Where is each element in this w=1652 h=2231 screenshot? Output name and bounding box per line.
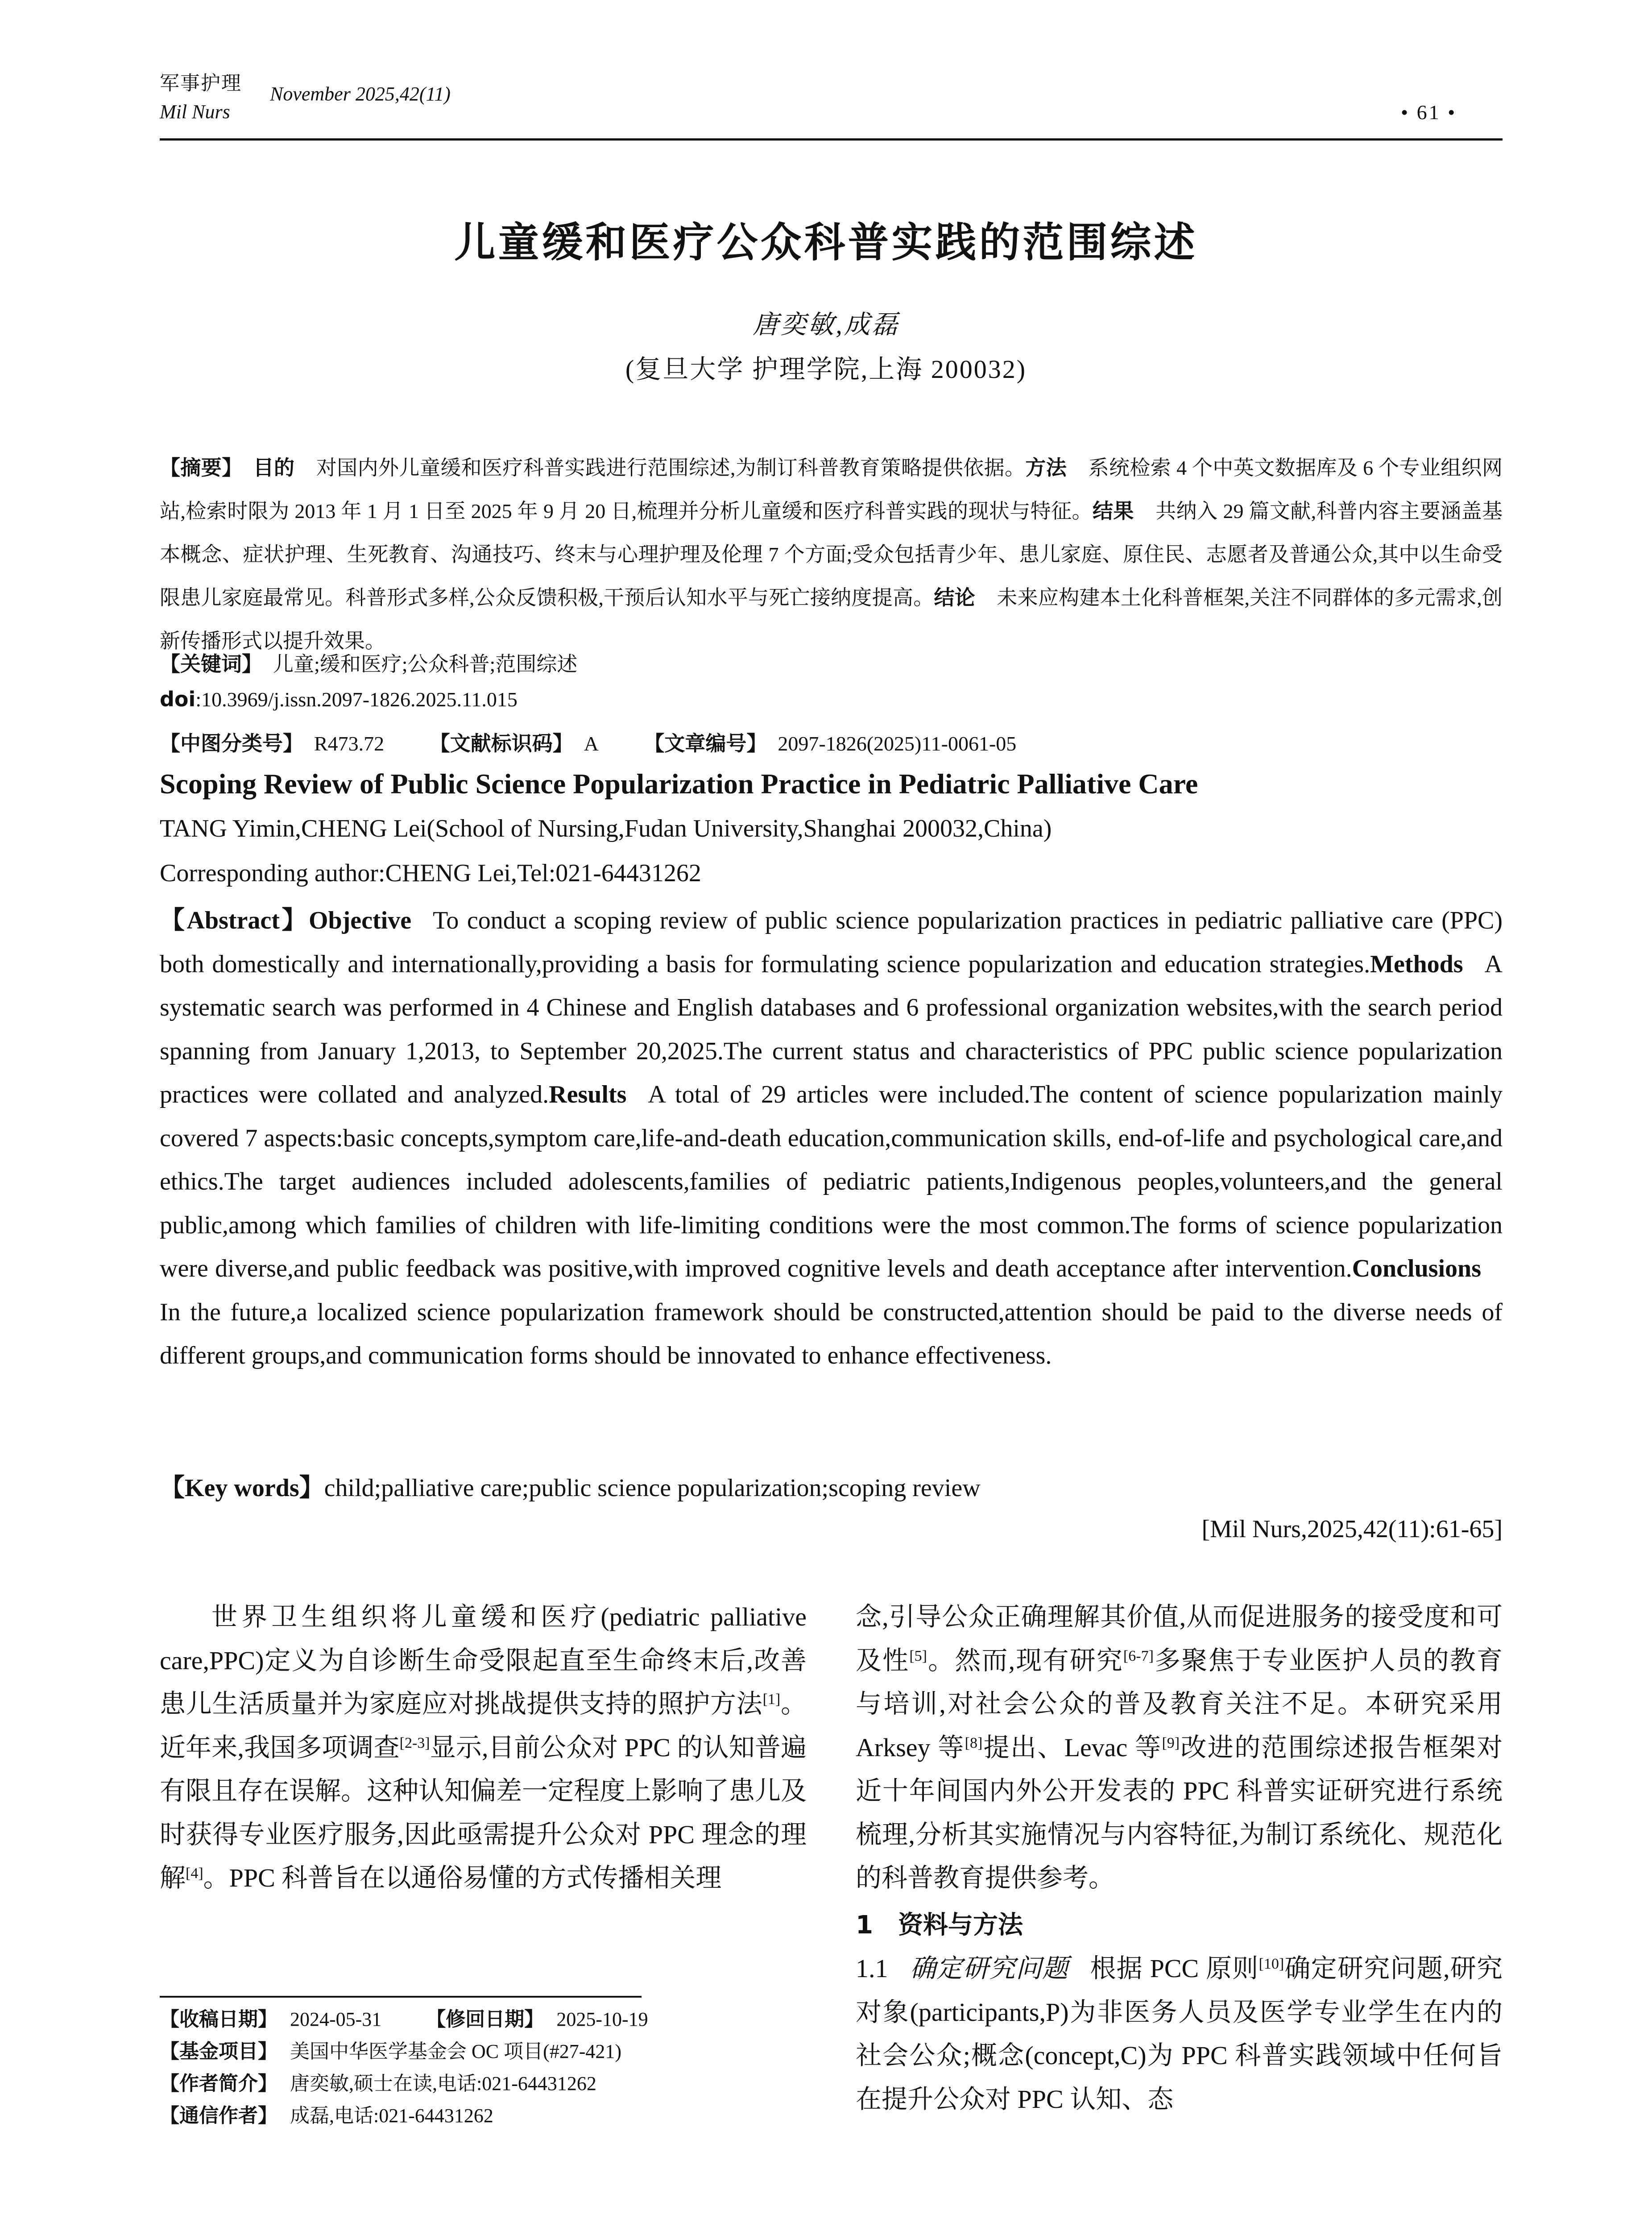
methods-en-text: A systematic search was performed in 4 Chinese and English databases and 6 professional organization websites,with the search period spanning from January 1,2013, to September 20,2025.The current status and characteristics of PPC public science popularization practices were collated and analyzed.: [160, 950, 1503, 1108]
footnote-corr: [160, 2100, 648, 2132]
conclusion-text: 未来应构建本土化科普框架,关注不同群体的多元需求,创新传播形式以提升效果。: [160, 586, 1503, 652]
abstract-cn: [160, 446, 1503, 663]
objective-en-label: Objective: [308, 907, 412, 934]
ref-9[interactable]: [9]: [1162, 1734, 1180, 1751]
conclusions-en-text: In the future,a localized science popularization framework should be constructed,attention should be paid to the diverse needs of different groups,and communication forms should be innovated to enhance effectiveness.: [160, 1298, 1503, 1369]
ref-8[interactable]: [8]: [965, 1734, 983, 1751]
doc-code-value: A: [584, 732, 599, 755]
intro-paragraph: [160, 1595, 807, 1900]
fund-tag: 【基金项目】: [160, 2040, 277, 2063]
section-heading-1: 1 资料与方法: [856, 1910, 1023, 1940]
intro-text-7: 多聚焦于专业医护人员的教育与培训,对社会公众的普及教育关注不足。本研究采用 Arksey 等: [856, 1646, 1503, 1762]
objective-label: 目的: [253, 456, 295, 480]
keywords-en-tag: 【Key words】: [160, 1474, 324, 1502]
intro-text-2: 。近年来,我国多项调查: [160, 1689, 807, 1762]
results-text: 共纳入 29 篇文献,科普内容主要涵盖基本概念、症状护理、生死教育、沟通技巧、终末与心理护理及伦理 7 个方面;受众包括青少年、患儿家庭、原住民、志愿者及普通公众,其中以生命受限患儿家庭最常见。科普形式多样,公众反馈积极,干预后认知水平与死亡接纳度提高。: [160, 500, 1503, 609]
body-column-left: [160, 1595, 807, 1900]
intro-text-8: 提出、Levac 等: [982, 1733, 1162, 1762]
intro-text-5: 念,引导公众正确理解其价值,从而促进服务的接受度和可及性: [856, 1602, 1503, 1675]
intro-text-9: 改进的范围综述报告框架对近十年间国内外公开发表的 PPC 科普实证研究进行系统梳理,分析其实施情况与内容特征,为制订系统化、规范化的科普教育提供参考。: [856, 1733, 1503, 1892]
page-number: • 61 •: [1401, 101, 1457, 124]
corr-tag: 【通信作者】: [160, 2104, 277, 2127]
revised-date: 2025-10-19: [556, 2008, 648, 2030]
received-date: 2024-05-31: [290, 2008, 382, 2030]
english-authors: TANG Yimin,CHENG Lei(School of Nursing,Fudan University,Shanghai 200032,China): [160, 815, 1052, 842]
methods-text: 系统检索 4 个中英文数据库及 6 个专业组织网站,检索时限为 2013 年 1 月 1 日至 2025 年 9 月 20 日,梳理并分析儿童缓和医疗科普实践的现状与特征。: [160, 456, 1503, 523]
footnotes: [160, 2003, 648, 2132]
keywords-en-value: child;palliative care;public science popularization;scoping review: [324, 1474, 981, 1502]
intro-paragraph-cont: [856, 1595, 1503, 1900]
abstract-cn-tag: 【摘要】: [160, 456, 243, 480]
article-no-tag: 【文章编号】: [644, 731, 767, 755]
authors: 唐奕敏,成磊: [753, 310, 899, 339]
classification-line: [160, 727, 1016, 757]
corresponding-author: Corresponding author:CHENG Lei,Tel:021-64431262: [160, 859, 701, 887]
keywords-en: [160, 1468, 981, 1504]
results-en-text: A total of 29 articles were included.The content of science popularization mainly covered 7 aspects:basic concepts,symptom care,life-and-death education,communication skills, end-of-life and psychological care,and ethics.The target audiences included adolescents,families of pediatric patients,Indigenous peoples,volunteers,and the general public,among which families of children with life-limiting conditions were the most common.The forms of science popularization were diverse,and public feedback was positive,with improved cognitive levels and death acceptance after intervention.: [160, 1081, 1503, 1282]
doi-label: doi: [160, 687, 196, 711]
keywords-cn-tag: 【关键词】: [160, 652, 262, 676]
received-tag: 【收稿日期】: [160, 2008, 277, 2031]
body-column-right: [856, 1595, 1503, 2121]
keywords-cn: [160, 643, 1503, 686]
intro-text-3: 显示,目前公众对 PPC 的认知普遍有限且存在误解。这种认知偏差一定程度上影响了患儿及时获得专业医疗服务,因此亟需提升公众对 PPC 理念的理解: [160, 1733, 807, 1892]
footnote-fund: [160, 2036, 648, 2068]
revised-tag: 【修回日期】: [426, 2008, 544, 2031]
footnote-rule: [160, 1996, 642, 1998]
objective-text: 对国内外儿童缓和医疗科普实践进行范围综述,为制订科普教育策略提供依据。: [316, 456, 1026, 479]
page-title: 儿童缓和医疗公众科普实践的范围综述: [454, 219, 1198, 266]
subsection-text-1: 根据 PCC 原则: [1090, 1954, 1259, 1983]
article-no-value: 2097-1826(2025)11-0061-05: [778, 732, 1017, 755]
ref-4[interactable]: [4]: [186, 1865, 203, 1882]
subsection-text-2: 确定研究问题,研究对象(participants,P)为非医务人员及医学专业学生在内的社会公众;概念(concept,C)为 PPC 科普实践领域中任何旨在提升公众对 PPC 认知、态: [856, 1954, 1503, 2114]
results-label: 结果: [1092, 499, 1134, 523]
intro-text-1: 世界卫生组织将儿童缓和医疗(pediatric palliative care,PPC)定义为自诊断生命受限起直至生命终末后,改善患儿生活质量并为家庭应对挑战提供支持的照护方法: [160, 1602, 807, 1718]
header-rule: [160, 138, 1503, 141]
ref-5[interactable]: [5]: [909, 1647, 927, 1664]
corr-value: 成磊,电话:021-64431262: [290, 2105, 493, 2127]
keywords-cn-value: 儿童;缓和医疗;公众科普;范围综述: [273, 653, 578, 676]
conclusions-en-label: Conclusions: [1352, 1255, 1481, 1282]
footnote-author: [160, 2068, 648, 2100]
journal-name-en: Mil Nurs: [160, 101, 230, 123]
intro-text-6: 。然而,现有研究: [927, 1646, 1123, 1675]
clc-value: R473.72: [314, 732, 385, 755]
english-title: Scoping Review of Public Science Popularization Practice in Pediatric Palliative Care: [160, 768, 1198, 800]
abstract-en-tag: 【Abstract】: [160, 907, 309, 934]
footnote-dates: [160, 2003, 648, 2036]
fund-value: 美国中华医学基金会 OC 项目(#27-421): [290, 2040, 622, 2062]
issue-date: November 2025,42(11): [270, 83, 451, 105]
subsection-title: 确定研究问题: [909, 1954, 1069, 1983]
affiliation: (复旦大学 护理学院,上海 200032): [625, 355, 1027, 384]
ref-2-3[interactable]: [2-3]: [399, 1734, 430, 1751]
clc-tag: 【中图分类号】: [160, 731, 303, 755]
objective-en-text: To conduct a scoping review of public science popularization practices in pediatric palliative care (PPC) both domestically and internationally,providing a basis for formulating science popularization and education strategies.: [160, 907, 1503, 978]
ref-6-7[interactable]: [6-7]: [1123, 1647, 1154, 1664]
author-bio-value: 唐奕敏,硕士在读,电话:021-64431262: [290, 2073, 596, 2094]
abstract-en: [160, 899, 1503, 1378]
intro-text-4: 。PPC 科普旨在以通俗易懂的方式传播相关理: [203, 1863, 722, 1892]
methods-label: 方法: [1025, 456, 1067, 480]
methods-en-label: Methods: [1370, 950, 1463, 978]
results-en-label: Results: [549, 1081, 627, 1108]
ref-1[interactable]: [1]: [762, 1691, 781, 1708]
author-bio-tag: 【作者简介】: [160, 2072, 277, 2095]
subsection-number: 1.1: [856, 1954, 888, 1983]
doc-code-tag: 【文献标识码】: [429, 731, 573, 755]
subsection-1-1: [856, 1947, 1503, 2121]
doi-value[interactable]: :10.3969/j.issn.2097-1826.2025.11.015: [195, 688, 518, 711]
conclusion-label: 结论: [934, 585, 976, 610]
journal-name-cn: 军事护理: [160, 72, 242, 94]
doi-line: [160, 687, 518, 711]
ref-10[interactable]: [10]: [1259, 1956, 1284, 1972]
citation: [Mil Nurs,2025,42(11):61-65]: [1201, 1515, 1503, 1543]
